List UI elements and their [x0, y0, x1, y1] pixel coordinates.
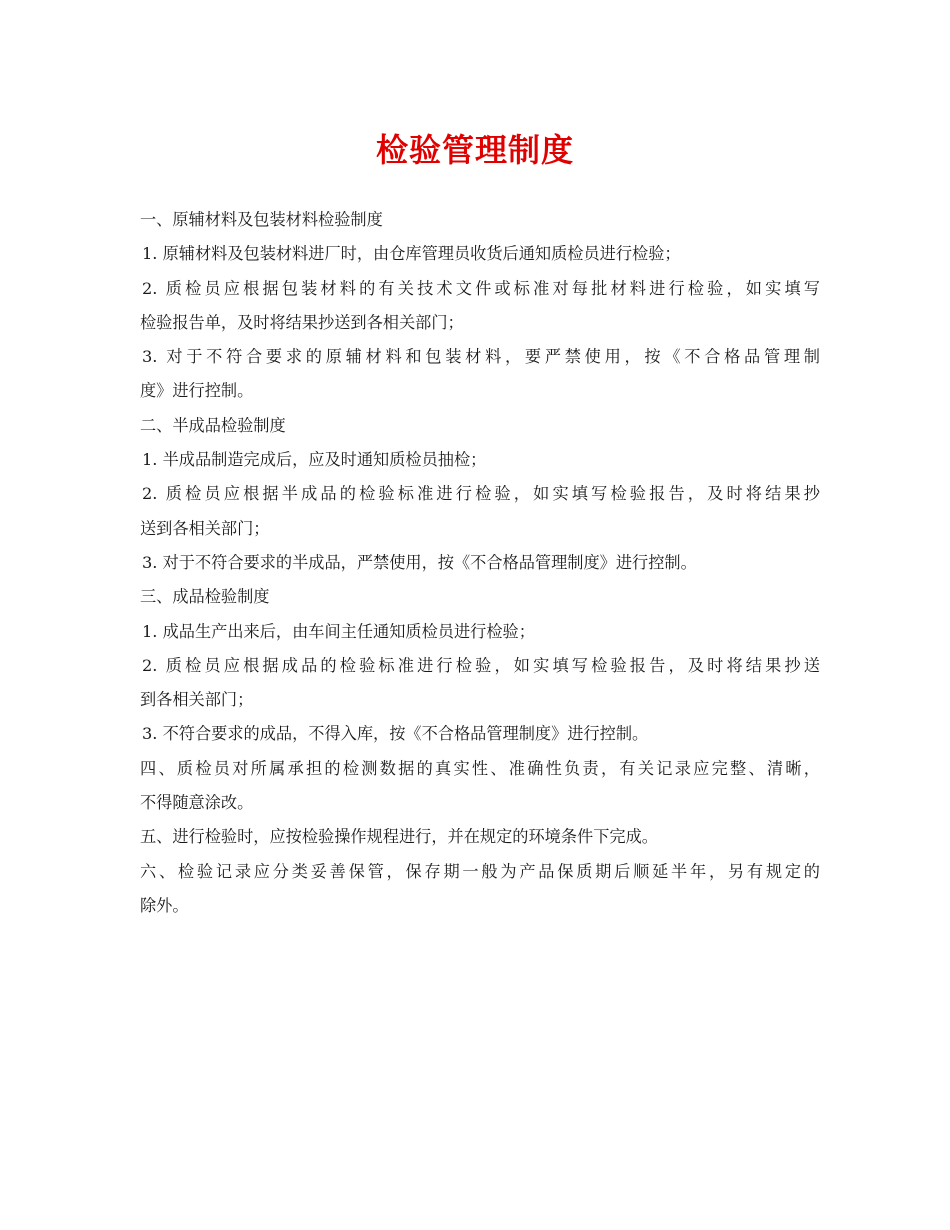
section-2-item-1: 1. 半成品制造完成后，应及时通知质检员抽检； — [142, 450, 487, 470]
section-6-line-1: 六、检验记录应分类妥善保管，保存期一般为产品保质期后顺延半年，另有规定的 — [140, 861, 820, 881]
section-2-item-2-line-2: 送到各相关部门； — [140, 518, 270, 538]
section-1-item-3-line-2: 度》进行控制。 — [140, 381, 254, 401]
section-heading-2: 二、半成品检验制度 — [140, 415, 286, 435]
section-4-line-2: 不得随意涂改。 — [140, 793, 254, 813]
section-4-line-1: 四、质检员对所属承担的检测数据的真实性、准确性负责，有关记录应完整、清晰， — [140, 758, 820, 778]
section-3-item-2-line-1: 2. 质检员应根据成品的检验标准进行检验，如实填写检验报告，及时将结果抄送 — [142, 655, 820, 675]
section-1-item-2-line-2: 检验报告单，及时将结果抄送到各相关部门； — [140, 312, 464, 332]
section-1-item-3-line-1: 3. 对于不符合要求的原辅材料和包装材料，要严禁使用，按《不合格品管理制 — [142, 347, 820, 367]
section-1-item-1: 1. 原辅材料及包装材料进厂时，由仓库管理员收货后通知质检员进行检验； — [142, 244, 681, 264]
section-5: 五、进行检验时，应按检验操作规程进行，并在规定的环境条件下完成。 — [140, 827, 658, 847]
section-3-item-3: 3. 不符合要求的成品，不得入库，按《不合格品管理制度》进行控制。 — [142, 724, 649, 744]
document-title: 检验管理制度 — [375, 131, 574, 169]
section-heading-3: 三、成品检验制度 — [140, 587, 270, 607]
section-2-item-3: 3. 对于不符合要求的半成品，严禁使用，按《不合格品管理制度》进行控制。 — [142, 552, 697, 572]
document-body — [140, 203, 820, 923]
section-3-item-2-line-2: 到各相关部门； — [140, 690, 254, 710]
section-6-line-2: 除外。 — [140, 895, 189, 915]
section-heading-1: 一、原辅材料及包装材料检验制度 — [140, 210, 383, 229]
section-2-item-2-line-1: 2. 质检员应根据半成品的检验标准进行检验，如实填写检验报告，及时将结果抄 — [142, 484, 820, 504]
section-1-item-2-line-1: 2. 质检员应根据包装材料的有关技术文件或标准对每批材料进行检验，如实填写 — [142, 278, 820, 298]
section-3-item-1: 1. 成品生产出来后，由车间主任通知质检员进行检验； — [142, 621, 535, 641]
